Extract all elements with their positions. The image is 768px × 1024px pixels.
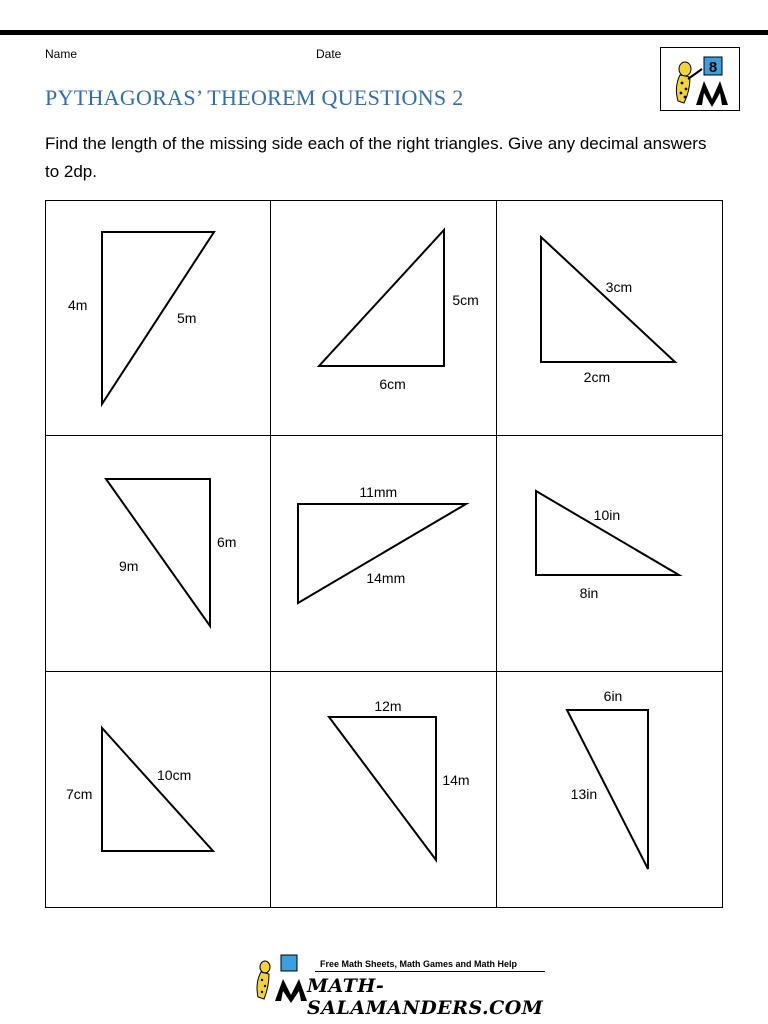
logo-number: 8 <box>708 59 718 76</box>
right-triangle <box>271 201 495 435</box>
right-triangle <box>46 201 270 435</box>
problem-cell <box>46 436 271 671</box>
problem-cell <box>271 201 496 436</box>
footer-site-name: MATH-SALAMANDERS.COM <box>307 975 544 1019</box>
right-triangle <box>497 436 722 670</box>
side-label: 10in <box>593 507 621 524</box>
page-title: PYTHAGORAS’ THEOREM QUESTIONS 2 <box>45 85 464 110</box>
right-triangle <box>497 672 722 907</box>
side-label: 4m <box>68 297 88 313</box>
footer-logo <box>245 953 545 1019</box>
side-label: 6cm <box>379 376 406 392</box>
salamander-logo <box>660 47 740 111</box>
side-label: 5m <box>177 310 197 326</box>
side-label: 9m <box>119 558 139 575</box>
problem-cell <box>497 201 722 436</box>
problem-cell <box>46 201 271 436</box>
side-label: 3cm <box>605 279 633 295</box>
right-triangle <box>46 436 270 670</box>
footer-divider <box>315 971 545 972</box>
side-label: 11mm <box>359 484 398 501</box>
problem-cell <box>497 672 722 907</box>
date-label: Date <box>316 47 342 61</box>
side-label: 7cm <box>66 785 93 802</box>
footer-tagline: Free Math Sheets, Math Games and Math Help <box>320 959 518 969</box>
side-label: 14m <box>442 771 470 788</box>
side-label: 2cm <box>583 369 611 385</box>
side-label: 6m <box>217 534 237 551</box>
problem-cell <box>271 436 496 671</box>
side-label: 13in <box>570 785 598 802</box>
side-label: 12m <box>374 697 402 714</box>
name-label: Name <box>45 47 78 61</box>
problem-cell <box>271 672 496 907</box>
problem-cell <box>497 436 722 671</box>
side-label: 6in <box>603 687 623 704</box>
right-triangle <box>497 201 722 435</box>
side-label: 10cm <box>157 766 192 783</box>
side-label: 14mm <box>366 570 406 587</box>
instructions: Find the length of the missing side each of the right triangles. Give any decimal answers to 2dp. <box>45 134 707 181</box>
problem-grid <box>45 200 723 908</box>
top-rule <box>0 30 768 35</box>
side-label: 5cm <box>452 292 479 308</box>
problem-cell <box>46 672 271 907</box>
right-triangle <box>271 436 495 670</box>
side-label: 8in <box>579 585 599 602</box>
footer-salamander-icon <box>245 953 307 1003</box>
